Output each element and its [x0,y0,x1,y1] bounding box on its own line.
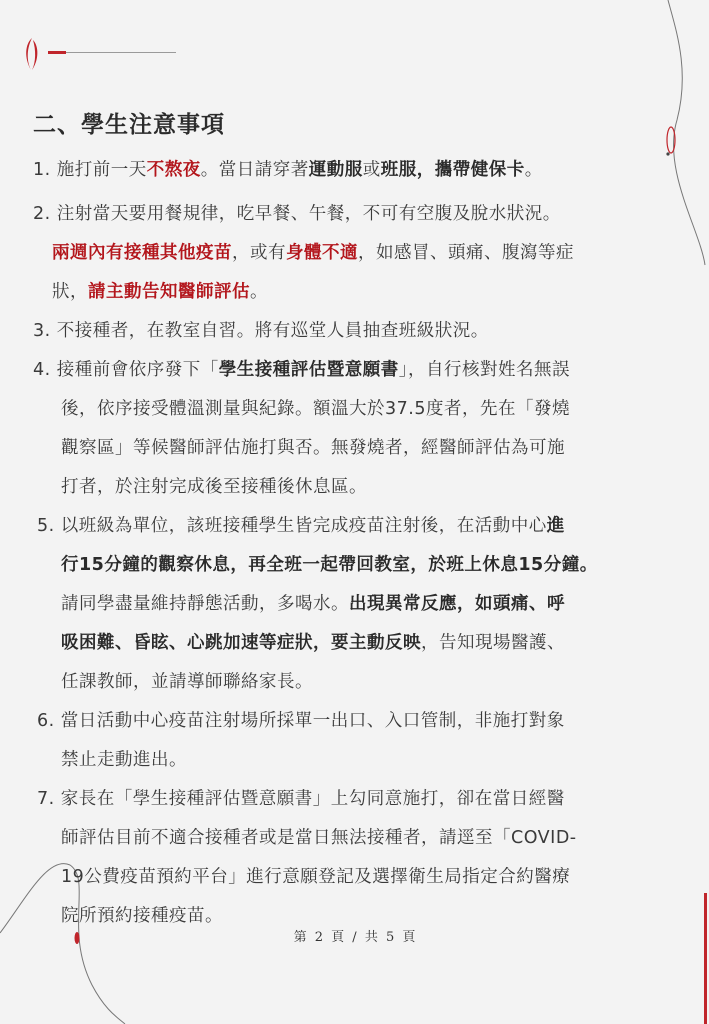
bold-text: 出現異常反應，如頭痛、呼 [349,594,565,614]
text-run: 或 [362,160,381,180]
notice-line [52,280,268,304]
text-run: 6. 當日活動中心疫苗注射場所採單一出口、入口管制，非施打對象 [37,711,565,731]
notice-line [61,748,187,772]
section-heading: 二、學生注意事項 [33,112,225,138]
text-run: ，或有 [232,243,286,263]
text-run: 7. 家長在「學生接種評估暨意願書」上勾同意施打，卻在當日經醫 [37,789,565,809]
bold-text: 吸困難、昏眩、心跳加速等症狀，要主動反映 [61,633,421,653]
notice-line [33,319,489,343]
highlight-red-text: 不熬夜 [146,160,201,180]
notice-line [61,397,570,421]
notice-line [37,514,565,538]
text-run: 請同學盡量維持靜態活動，多喝水。 [61,594,349,614]
text-run: 禁止走動進出。 [61,750,187,770]
text-run: 4. 接種前會依序發下「 [33,360,219,380]
highlight-red-text: 兩週內有接種其他疫苗 [52,243,232,263]
bold-text: 班服，攜帶健保卡 [380,160,525,180]
text-run: 1. 施打前一天 [33,160,147,180]
text-run: 。當日請穿著 [200,160,309,180]
logo-icon [22,36,42,72]
text-run: 2. 注射當天要用餐規律，吃早餐、午餐，不可有空腹及脫水狀況。 [33,204,561,224]
bold-text: 學生接種評估暨意願書 [218,360,399,380]
text-run: 後，依序接受體溫測量與紀錄。額溫大於37.5度者，先在「發燒 [61,399,570,419]
bold-text: 行15分鐘的觀察休息，再全班一起帶回教室，於班上休息15分鐘。 [61,555,598,575]
text-run: 狀， [52,282,88,302]
bold-text: 運動服 [308,160,363,180]
text-run: 。 [250,282,268,302]
notice-line [52,241,574,265]
text-run: ，如感冒、頭痛、腹瀉等症 [358,243,574,263]
text-run: 任課教師，並請導師聯絡家長。 [61,672,313,692]
logo-accent-dash [48,51,66,54]
text-run: 3. 不接種者，在教室自習。將有巡堂人員抽查班級狀況。 [33,321,489,341]
notice-line [61,436,565,460]
notice-line [61,475,367,499]
notice-line [61,826,577,850]
text-run: 打者，於注射完成後至接種後休息區。 [61,477,367,497]
notice-line [37,709,565,733]
notice-line [33,158,543,182]
right-edge-accent-bar [704,893,707,1024]
notice-line [61,631,565,655]
highlight-red-text: 身體不適 [286,243,358,263]
notice-line [33,358,570,382]
notice-line [61,904,223,928]
text-run: 19公費疫苗預約平台」進行意願登記及選擇衛生局指定合約醫療 [61,867,571,887]
highlight-red-text: 請主動告知醫師評估 [88,282,250,302]
notice-line [61,865,570,889]
notice-line [61,553,598,577]
text-run: 」，自行核對姓名無誤 [398,360,571,380]
text-run: 院所預約接種疫苗。 [61,906,223,926]
text-run: 師評估目前不適合接種者或是當日無法接種者，請逕至「COVID- [61,828,577,848]
notice-line [37,787,565,811]
text-run: 。 [524,160,543,180]
notice-line [33,202,561,226]
text-run: ，告知現場醫護、 [421,633,565,653]
text-run: 5. 以班級為單位，該班接種學生皆完成疫苗注射後，在活動中心 [37,516,547,536]
header-rule [66,52,176,53]
notice-line [61,592,565,616]
notice-line [61,670,313,694]
text-run: 觀察區」等候醫師評估施打與否。無發燒者，經醫師評估為可施 [61,438,565,458]
page-footer: 第 2 頁 / 共 5 頁 [293,930,416,945]
bold-text: 進 [546,516,565,536]
